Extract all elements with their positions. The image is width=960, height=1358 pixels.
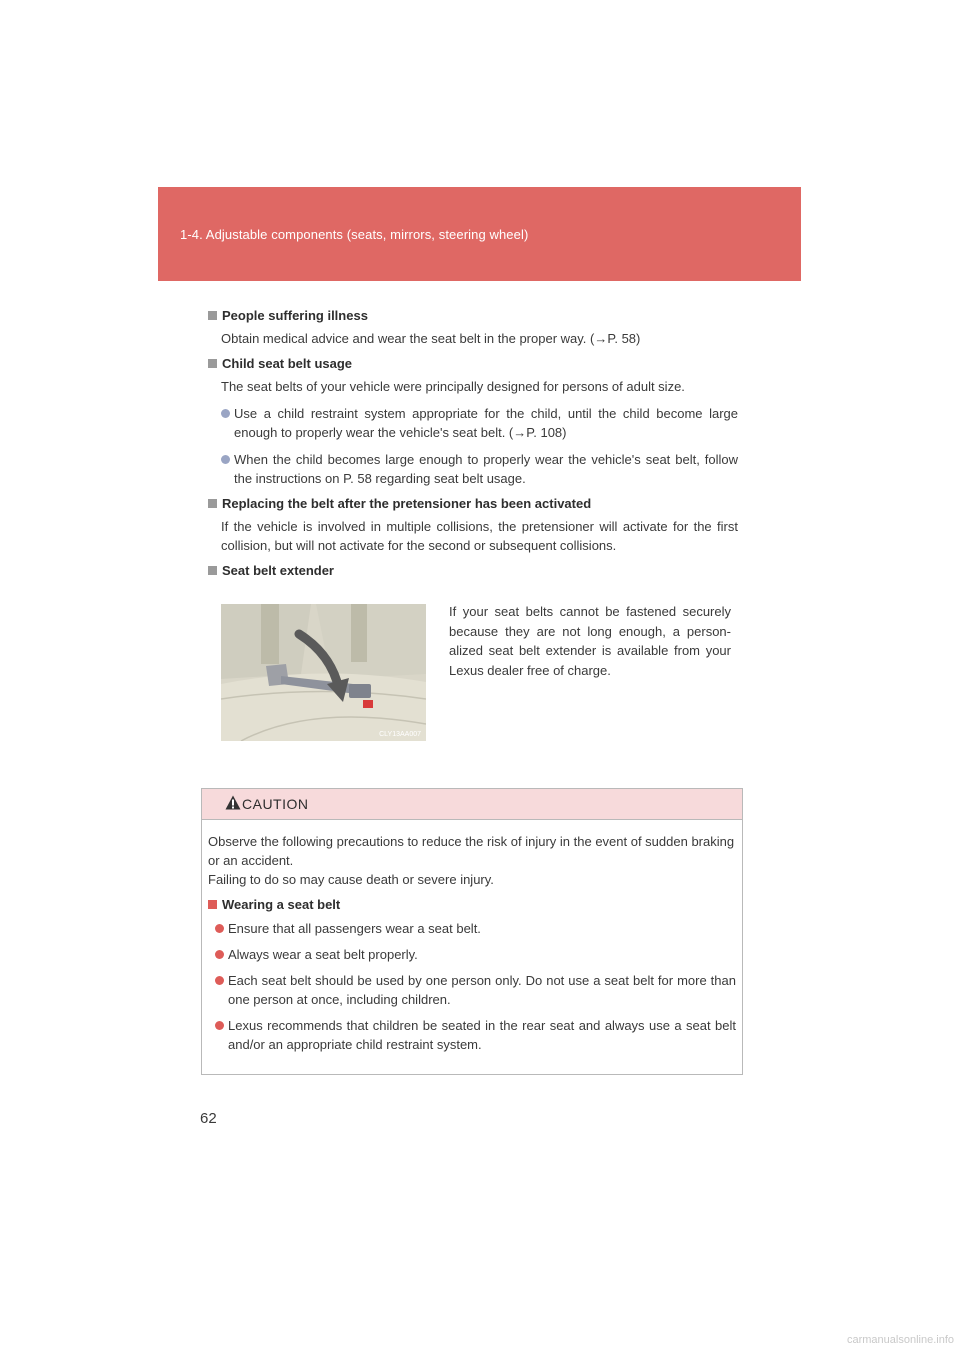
square-bullet-icon xyxy=(208,311,217,320)
caution-box xyxy=(201,788,743,1075)
caution-intro-consequence: Failing to do so may cause death or severe injury. xyxy=(208,872,494,887)
circle-bullet-icon xyxy=(221,455,230,464)
square-bullet-icon xyxy=(208,900,217,909)
square-bullet-icon xyxy=(208,566,217,575)
illustration-code: CLY13AA007 xyxy=(379,731,421,738)
caution-header xyxy=(202,789,742,820)
caution-bullet: Ensure that all passengers wear a seat belt. xyxy=(208,919,736,938)
page-number: 62 xyxy=(200,1110,217,1127)
extender-text: If your seat belts cannot be fastened securely because they are not long enough, a person-alized seat belt extender is available from your Lexus dealer free of charge. xyxy=(449,604,731,678)
caution-bullet: Each seat belt should be used by one person only. Do not use a seat belt for more than one person at once, including children. xyxy=(208,971,736,1009)
circle-bullet-icon xyxy=(215,1021,224,1030)
caution-subhead: Wearing a seat belt xyxy=(208,897,736,912)
circle-bullet-icon xyxy=(221,409,230,418)
seat-belt-extender-drawing xyxy=(221,604,426,741)
child-bullet: Use a child restraint system appropriate for the child, until the child become large enough to properly wear the vehicle's seat belt. (→P. 108) xyxy=(208,404,738,442)
extender-block xyxy=(208,584,738,749)
replacing-text: If the vehicle is involved in multiple collisions, the pretensioner will activate for the first collision, but will not activate for the second or subsequent collisions. xyxy=(221,519,738,553)
caution-title: CAUTION xyxy=(242,796,309,812)
heading-seat-belt-extender: Seat belt extender xyxy=(208,563,738,578)
section-title: 1-4. Adjustable components (seats, mirrors, steering wheel) xyxy=(180,227,529,242)
caution-intro: Observe the following precautions to reduce the risk of injury in the event of sudden braking or an accident. xyxy=(208,834,735,868)
heading-child-seat-belt: Child seat belt usage xyxy=(208,356,738,371)
seat-belt-extender-illustration xyxy=(221,604,426,741)
caution-bullet: Always wear a seat belt properly. xyxy=(208,945,736,964)
circle-bullet-icon xyxy=(215,976,224,985)
heading-replacing-belt: Replacing the belt after the pretensioner has been activated xyxy=(208,496,738,511)
child-text: The seat belts of your vehicle were principally designed for persons of adult size. xyxy=(221,379,685,394)
warning-triangle-icon xyxy=(225,795,241,810)
circle-bullet-icon xyxy=(215,924,224,933)
caution-body xyxy=(202,820,742,1054)
watermark: carmanualsonline.info xyxy=(846,1334,954,1346)
square-bullet-icon xyxy=(208,499,217,508)
caution-bullet: Lexus recommends that children be seated in the rear seat and always use a seat belt and/or an appropriate child restraint system. xyxy=(208,1016,736,1054)
child-bullet: When the child becomes large enough to properly wear the vehicle's seat belt, follow the instructions on P. 58 regarding seat belt usage. xyxy=(208,450,738,488)
section-header-band xyxy=(158,187,801,281)
square-bullet-icon xyxy=(208,359,217,368)
circle-bullet-icon xyxy=(215,950,224,959)
main-content xyxy=(208,308,738,749)
illness-text: Obtain medical advice and wear the seat belt in the proper way. (→P. 58) xyxy=(221,331,641,346)
heading-people-suffering-illness: People suffering illness xyxy=(208,308,738,323)
